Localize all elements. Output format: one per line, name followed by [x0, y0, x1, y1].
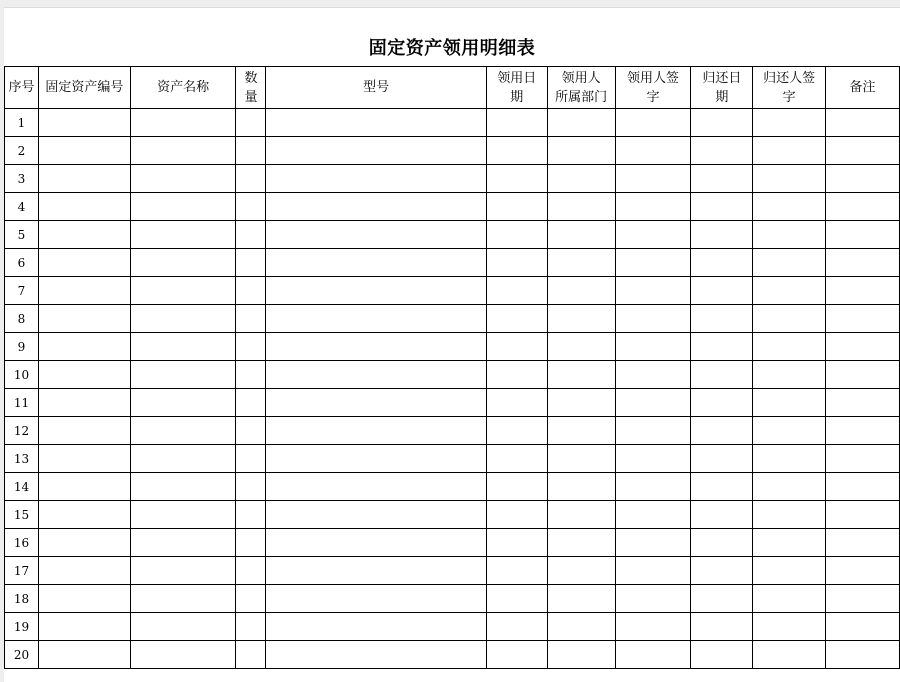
table-cell[interactable]	[266, 165, 486, 193]
table-cell[interactable]	[826, 641, 900, 669]
row-number-cell[interactable]: 20	[5, 641, 39, 669]
table-cell[interactable]	[266, 361, 486, 389]
table-cell[interactable]	[266, 137, 486, 165]
table-cell[interactable]	[826, 361, 900, 389]
table-cell[interactable]	[753, 249, 826, 277]
table-cell[interactable]	[38, 585, 130, 613]
column-header[interactable]	[753, 67, 826, 109]
row-number-cell[interactable]: 1	[5, 109, 39, 137]
table-cell[interactable]	[547, 585, 615, 613]
table-cell[interactable]	[753, 389, 826, 417]
table-cell[interactable]	[38, 165, 130, 193]
row-number-cell[interactable]: 13	[5, 445, 39, 473]
table-cell[interactable]	[486, 249, 547, 277]
column-header-line2: 所属部门	[555, 89, 608, 105]
table-cell[interactable]	[753, 641, 826, 669]
table-row	[5, 417, 900, 445]
table-cell[interactable]	[547, 613, 615, 641]
table-row	[5, 165, 900, 193]
table-cell[interactable]	[236, 249, 266, 277]
row-number-cell[interactable]: 4	[5, 193, 39, 221]
table-row	[5, 277, 900, 305]
table-cell[interactable]	[691, 389, 753, 417]
table-cell[interactable]	[130, 137, 236, 165]
table-cell[interactable]	[826, 109, 900, 137]
window-top-strip	[0, 0, 900, 8]
table-row	[5, 221, 900, 249]
column-header-line1: 资产名称	[157, 80, 210, 95]
table-cell[interactable]	[38, 109, 130, 137]
table-cell[interactable]	[615, 137, 691, 165]
table-cell[interactable]	[691, 585, 753, 613]
column-header[interactable]	[691, 67, 753, 109]
table-cell[interactable]	[691, 613, 753, 641]
table-cell[interactable]	[615, 277, 691, 305]
table-cell[interactable]	[826, 473, 900, 501]
table-cell[interactable]	[826, 277, 900, 305]
table-cell[interactable]	[266, 221, 486, 249]
table-cell[interactable]	[753, 361, 826, 389]
table-cell[interactable]	[486, 361, 547, 389]
row-number-cell[interactable]: 16	[5, 529, 39, 557]
row-number-cell[interactable]: 11	[5, 389, 39, 417]
column-header-line1: 备注	[849, 80, 876, 95]
table-cell[interactable]	[38, 193, 130, 221]
column-header-line1: 归还日	[702, 70, 742, 86]
table-cell[interactable]	[266, 277, 486, 305]
table-cell[interactable]	[130, 277, 236, 305]
table-cell[interactable]	[266, 333, 486, 361]
table-cell[interactable]	[38, 389, 130, 417]
row-number-cell[interactable]: 2	[5, 137, 39, 165]
table-cell[interactable]	[826, 137, 900, 165]
table-cell[interactable]	[826, 389, 900, 417]
table-cell[interactable]	[826, 585, 900, 613]
table-cell[interactable]	[266, 417, 486, 445]
table-cell[interactable]	[266, 389, 486, 417]
table-cell[interactable]	[547, 193, 615, 221]
table-cell[interactable]	[615, 417, 691, 445]
table-cell[interactable]	[38, 277, 130, 305]
table-cell[interactable]	[691, 277, 753, 305]
table-cell[interactable]	[486, 641, 547, 669]
table-cell[interactable]	[826, 613, 900, 641]
table-cell[interactable]	[38, 529, 130, 557]
table-cell[interactable]	[266, 613, 486, 641]
table-row	[5, 249, 900, 277]
table-cell[interactable]	[753, 445, 826, 473]
table-cell[interactable]	[547, 165, 615, 193]
table-cell[interactable]	[130, 109, 236, 137]
column-header-line1: 固定资产编号	[45, 80, 124, 95]
table-cell[interactable]	[486, 333, 547, 361]
table-cell[interactable]	[753, 473, 826, 501]
table-cell[interactable]	[753, 613, 826, 641]
table-cell[interactable]	[691, 641, 753, 669]
table-cell[interactable]	[753, 501, 826, 529]
table-cell[interactable]	[486, 473, 547, 501]
table-cell[interactable]	[615, 501, 691, 529]
table-cell[interactable]	[486, 137, 547, 165]
table-cell[interactable]	[236, 277, 266, 305]
table-cell[interactable]	[753, 333, 826, 361]
row-number-cell[interactable]: 12	[5, 417, 39, 445]
table-cell[interactable]	[826, 417, 900, 445]
table-cell[interactable]	[615, 529, 691, 557]
table-cell[interactable]	[826, 501, 900, 529]
column-header-line1: 领用人签	[626, 70, 679, 86]
table-cell[interactable]	[266, 109, 486, 137]
table-cell[interactable]	[615, 389, 691, 417]
table-cell[interactable]	[38, 613, 130, 641]
table-row	[5, 109, 900, 137]
table-cell[interactable]	[753, 137, 826, 165]
table-row	[5, 501, 900, 529]
column-header-line2: 字	[782, 89, 796, 105]
table-cell[interactable]	[266, 473, 486, 501]
table-cell[interactable]	[130, 193, 236, 221]
table-cell[interactable]	[130, 529, 236, 557]
row-number-cell[interactable]: 7	[5, 277, 39, 305]
table-cell[interactable]	[691, 361, 753, 389]
table-cell[interactable]	[130, 613, 236, 641]
table-cell[interactable]	[130, 389, 236, 417]
table-cell[interactable]	[615, 165, 691, 193]
column-header[interactable]	[38, 67, 130, 109]
table-cell[interactable]	[615, 557, 691, 585]
table-cell[interactable]	[236, 305, 266, 333]
table-cell[interactable]	[236, 193, 266, 221]
table-cell[interactable]	[486, 277, 547, 305]
table-cell[interactable]	[486, 305, 547, 333]
table-cell[interactable]	[236, 445, 266, 473]
table-cell[interactable]	[547, 277, 615, 305]
table-cell[interactable]	[266, 557, 486, 585]
table-cell[interactable]	[547, 221, 615, 249]
table-cell[interactable]	[38, 417, 130, 445]
table-cell[interactable]	[38, 361, 130, 389]
column-header[interactable]	[5, 67, 39, 109]
table-cell[interactable]	[691, 501, 753, 529]
row-number-cell[interactable]: 15	[5, 501, 39, 529]
table-cell[interactable]	[486, 557, 547, 585]
table-cell[interactable]	[615, 249, 691, 277]
table-cell[interactable]	[615, 361, 691, 389]
sheet-title: 固定资产领用明细表	[368, 38, 536, 59]
table-cell[interactable]	[691, 529, 753, 557]
column-header[interactable]	[615, 67, 691, 109]
table-cell[interactable]	[266, 305, 486, 333]
table-cell[interactable]	[38, 641, 130, 669]
table-cell[interactable]	[236, 529, 266, 557]
table-cell[interactable]	[826, 193, 900, 221]
table-cell[interactable]	[547, 305, 615, 333]
table-cell[interactable]	[486, 221, 547, 249]
table-cell[interactable]	[691, 333, 753, 361]
table-cell[interactable]	[236, 109, 266, 137]
table-cell[interactable]	[826, 557, 900, 585]
table-cell[interactable]	[130, 641, 236, 669]
table-cell[interactable]	[691, 165, 753, 193]
table-cell[interactable]	[691, 109, 753, 137]
table-cell[interactable]	[691, 305, 753, 333]
row-number-cell[interactable]: 9	[5, 333, 39, 361]
table-cell[interactable]	[826, 305, 900, 333]
table-cell[interactable]	[547, 333, 615, 361]
column-header-line1: 领用日	[497, 70, 537, 86]
table-cell[interactable]	[486, 165, 547, 193]
table-cell[interactable]	[753, 109, 826, 137]
table-cell[interactable]	[236, 389, 266, 417]
table-cell[interactable]	[691, 445, 753, 473]
table-cell[interactable]	[130, 305, 236, 333]
table-cell[interactable]	[130, 473, 236, 501]
table-cell[interactable]	[691, 557, 753, 585]
table-cell[interactable]	[547, 473, 615, 501]
column-header[interactable]	[236, 67, 266, 109]
table-cell[interactable]	[826, 249, 900, 277]
table-cell[interactable]	[547, 109, 615, 137]
table-cell[interactable]	[615, 445, 691, 473]
table-cell[interactable]	[266, 641, 486, 669]
table-cell[interactable]	[236, 557, 266, 585]
table-cell[interactable]	[826, 165, 900, 193]
table-cell[interactable]	[547, 389, 615, 417]
table-cell[interactable]	[486, 109, 547, 137]
table-cell[interactable]	[547, 501, 615, 529]
table-cell[interactable]	[486, 417, 547, 445]
table-cell[interactable]	[266, 529, 486, 557]
table-cell[interactable]	[753, 417, 826, 445]
table-cell[interactable]	[486, 529, 547, 557]
row-number-cell[interactable]: 5	[5, 221, 39, 249]
table-cell[interactable]	[547, 137, 615, 165]
table-cell[interactable]	[486, 389, 547, 417]
table-cell[interactable]	[130, 417, 236, 445]
table-cell[interactable]	[826, 221, 900, 249]
table-cell[interactable]	[691, 137, 753, 165]
table-cell[interactable]	[130, 585, 236, 613]
table-cell[interactable]	[266, 585, 486, 613]
table-cell[interactable]	[615, 109, 691, 137]
table-cell[interactable]	[236, 333, 266, 361]
table-cell[interactable]	[486, 193, 547, 221]
row-number-cell[interactable]: 17	[5, 557, 39, 585]
table-cell[interactable]	[547, 529, 615, 557]
table-cell[interactable]	[615, 641, 691, 669]
table-cell[interactable]	[691, 193, 753, 221]
table-cell[interactable]	[753, 529, 826, 557]
table-cell[interactable]	[130, 221, 236, 249]
table-row	[5, 557, 900, 585]
table-cell[interactable]	[38, 137, 130, 165]
table-cell[interactable]	[266, 501, 486, 529]
row-number-cell[interactable]: 18	[5, 585, 39, 613]
row-number-cell[interactable]: 14	[5, 473, 39, 501]
table-cell[interactable]	[38, 445, 130, 473]
table-cell[interactable]	[486, 445, 547, 473]
table-cell[interactable]	[236, 165, 266, 193]
column-header-line2: 量	[244, 89, 258, 105]
row-number-cell[interactable]: 3	[5, 165, 39, 193]
table-cell[interactable]	[547, 557, 615, 585]
table-cell[interactable]	[236, 501, 266, 529]
column-header-line1: 序号	[8, 80, 35, 95]
column-header-line1: 型号	[363, 80, 390, 95]
table-cell[interactable]	[615, 221, 691, 249]
row-number-cell[interactable]: 8	[5, 305, 39, 333]
table-cell[interactable]	[38, 221, 130, 249]
table-cell[interactable]	[236, 473, 266, 501]
table-cell[interactable]	[753, 277, 826, 305]
table-cell[interactable]	[691, 417, 753, 445]
table-body	[5, 109, 900, 669]
table-cell[interactable]	[130, 333, 236, 361]
table-row	[5, 641, 900, 669]
column-header[interactable]	[547, 67, 615, 109]
table-cell[interactable]	[38, 333, 130, 361]
table-row	[5, 585, 900, 613]
asset-table	[4, 66, 900, 669]
table-row	[5, 137, 900, 165]
table-cell[interactable]	[826, 445, 900, 473]
table-cell[interactable]	[236, 585, 266, 613]
table-cell[interactable]	[691, 249, 753, 277]
column-header[interactable]	[826, 67, 900, 109]
table-cell[interactable]	[130, 165, 236, 193]
table-row	[5, 305, 900, 333]
table-cell[interactable]	[486, 613, 547, 641]
table-cell[interactable]	[753, 193, 826, 221]
table-cell[interactable]	[130, 361, 236, 389]
table-cell[interactable]	[486, 501, 547, 529]
table-cell[interactable]	[236, 613, 266, 641]
column-header[interactable]	[130, 67, 236, 109]
table-cell[interactable]	[615, 585, 691, 613]
column-header-line1: 归还人签	[763, 70, 816, 86]
table-row	[5, 473, 900, 501]
table-cell[interactable]	[38, 473, 130, 501]
row-number-cell[interactable]: 6	[5, 249, 39, 277]
table-cell[interactable]	[547, 641, 615, 669]
table-cell[interactable]	[753, 165, 826, 193]
table-cell[interactable]	[38, 501, 130, 529]
table-cell[interactable]	[753, 557, 826, 585]
table-cell[interactable]	[236, 137, 266, 165]
table-cell[interactable]	[38, 305, 130, 333]
row-number-cell[interactable]: 19	[5, 613, 39, 641]
table-cell[interactable]	[547, 445, 615, 473]
column-header-line2: 期	[715, 89, 729, 105]
table-cell[interactable]	[753, 305, 826, 333]
table-cell[interactable]	[266, 193, 486, 221]
table-cell[interactable]	[753, 221, 826, 249]
column-header[interactable]	[266, 67, 486, 109]
table-cell[interactable]	[266, 249, 486, 277]
table-cell[interactable]	[130, 501, 236, 529]
table-cell[interactable]	[130, 445, 236, 473]
table-cell[interactable]	[753, 585, 826, 613]
table-cell[interactable]	[691, 221, 753, 249]
table-cell[interactable]	[236, 417, 266, 445]
table-cell[interactable]	[236, 361, 266, 389]
table-cell[interactable]	[130, 249, 236, 277]
table-cell[interactable]	[547, 417, 615, 445]
table-row	[5, 333, 900, 361]
table-cell[interactable]	[615, 473, 691, 501]
row-number-cell[interactable]: 10	[5, 361, 39, 389]
table-row	[5, 613, 900, 641]
table-cell[interactable]	[547, 249, 615, 277]
table-cell[interactable]	[691, 473, 753, 501]
table-row	[5, 529, 900, 557]
column-header-line1: 数	[244, 70, 258, 86]
header-row	[5, 67, 900, 109]
table-row	[5, 361, 900, 389]
table-cell[interactable]	[38, 557, 130, 585]
table-cell[interactable]	[615, 193, 691, 221]
table-cell[interactable]	[236, 221, 266, 249]
table-cell[interactable]	[236, 641, 266, 669]
table-cell[interactable]	[547, 361, 615, 389]
table-cell[interactable]	[615, 613, 691, 641]
column-header-line2: 期	[510, 89, 524, 105]
table-cell[interactable]	[38, 249, 130, 277]
table-row	[5, 193, 900, 221]
table-row	[5, 389, 900, 417]
table-cell[interactable]	[486, 585, 547, 613]
column-header-line1: 领用人	[561, 70, 601, 86]
table-cell[interactable]	[826, 333, 900, 361]
column-header[interactable]	[486, 67, 547, 109]
table-cell[interactable]	[826, 529, 900, 557]
table-row	[5, 445, 900, 473]
table-cell[interactable]	[130, 557, 236, 585]
table-cell[interactable]	[615, 305, 691, 333]
table-cell[interactable]	[266, 445, 486, 473]
column-header-line2: 字	[646, 89, 660, 105]
table-cell[interactable]	[615, 333, 691, 361]
